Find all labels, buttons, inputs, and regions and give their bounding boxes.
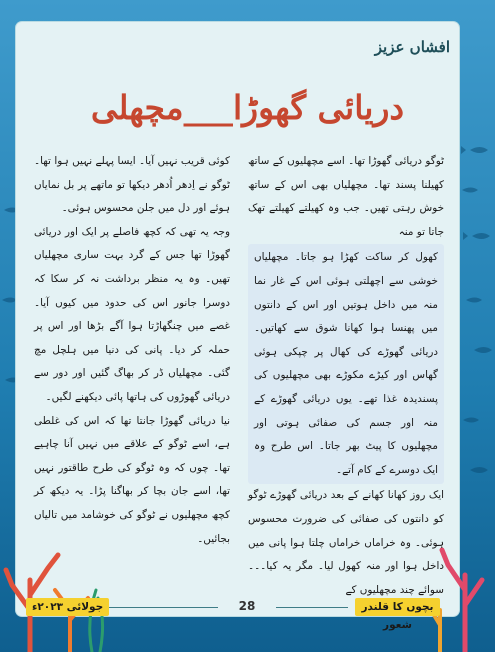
article-title: دریائی گھوڑا___مچھلی — [90, 88, 405, 127]
issue-date-badge: جولائی ۲۰۲۳ء — [26, 598, 109, 616]
text-column-left — [34, 150, 230, 551]
footer-rule-right — [276, 607, 348, 608]
paragraph: کوئی قریب نہیں آیا۔ ایسا پہلے نہیں ہوا تھا۔ ٹوگو نے اِدھر اُدھر دیکھا تو ماتھے پر بل نمایاں ہوئے اور دل میں جلن محسوس ہوئی۔ — [34, 155, 230, 215]
highlighted-paragraph: کھول کر ساکت کھڑا ہو جاتا۔ مچھلیاں خوشی سے اچھلتی ہوئی اس کے غار نما منہ میں داخل ہوتیں اور اس کے دانتوں میں پھنسا ہوا کھانا شوق سے کھاتیں۔ دریائی گھوڑے کی کھال پر چپکی ہوئی گھاس اور کیڑے مکوڑے بھی مچھلیوں کی پسندیدہ غذا تھے۔ یوں دریائی گھوڑے کے منہ اور جسم کی صفائی ہوتی اور مچھلیوں کا پیٹ بھر جاتا۔ اس طرح وہ ایک دوسرے کے کام آتے۔ — [248, 244, 444, 484]
page-number: 28 — [238, 599, 256, 613]
author-name: افشاں عزیز — [374, 38, 450, 56]
paragraph: وجہ یہ تھی کہ کچھ فاصلے پر ایک اور دریائی گھوڑا تھا جس کے گرد بہت ساری مچھلیاں تھیں۔ وہ یہ منظر برداشت نہ کر سکا کہ دوسرا جانور اس کی حدود میں کیوں آیا۔ غصے میں چنگھاڑتا ہوا آگے بڑھا اور اس پر حملہ کر دیا۔ پانی کی دنیا میں ہلچل مچ گئی۔ مچھلیاں ڈر کر بھاگ گئیں اور دور سے دریائی گھوڑوں کی ہاتھا پائی دیکھنے لگیں۔ — [34, 225, 230, 403]
paragraph: نیا دریائی گھوڑا جانتا تھا کہ اس کی غلطی ہے، اسے ٹوگو کے علاقے میں نہیں آنا چاہیے تھا۔ چوں کہ وہ ٹوگو کی طرح طاقتور نہیں تھا، اسے جان بچا کر بھاگنا پڑا۔ یہ دیکھ کر کچھ مچھلیوں نے ٹوگو کی خوشامد میں تالیاں بجائیں۔ — [34, 414, 230, 545]
footer-rule-left — [108, 607, 218, 608]
paragraph: ایک روز کھانا کھانے کے بعد دریائی گھوڑے ٹوگو کو دانتوں کی صفائی کی ضرورت محسوس ہوئی۔ وہ خراماں خراماں چلتا ہوا پانی میں داخل ہوا اور منہ کھول لیا۔ مگر یہ کیا۔۔۔ سوائے چند مچھلیوں کے — [248, 489, 444, 596]
magazine-name-badge: بچوں کا قلندر شعور — [355, 598, 440, 616]
text-column-right — [248, 150, 444, 602]
paragraph: ٹوگو دریائی گھوڑا تھا۔ اسے مچھلیوں کے ساتھ کھیلنا پسند تھا۔ مچھلیاں بھی اس کے ساتھ خوش رہتی تھیں۔ جب وہ کھیلتے کھیلتے تھک جاتا تو منہ — [248, 155, 444, 238]
